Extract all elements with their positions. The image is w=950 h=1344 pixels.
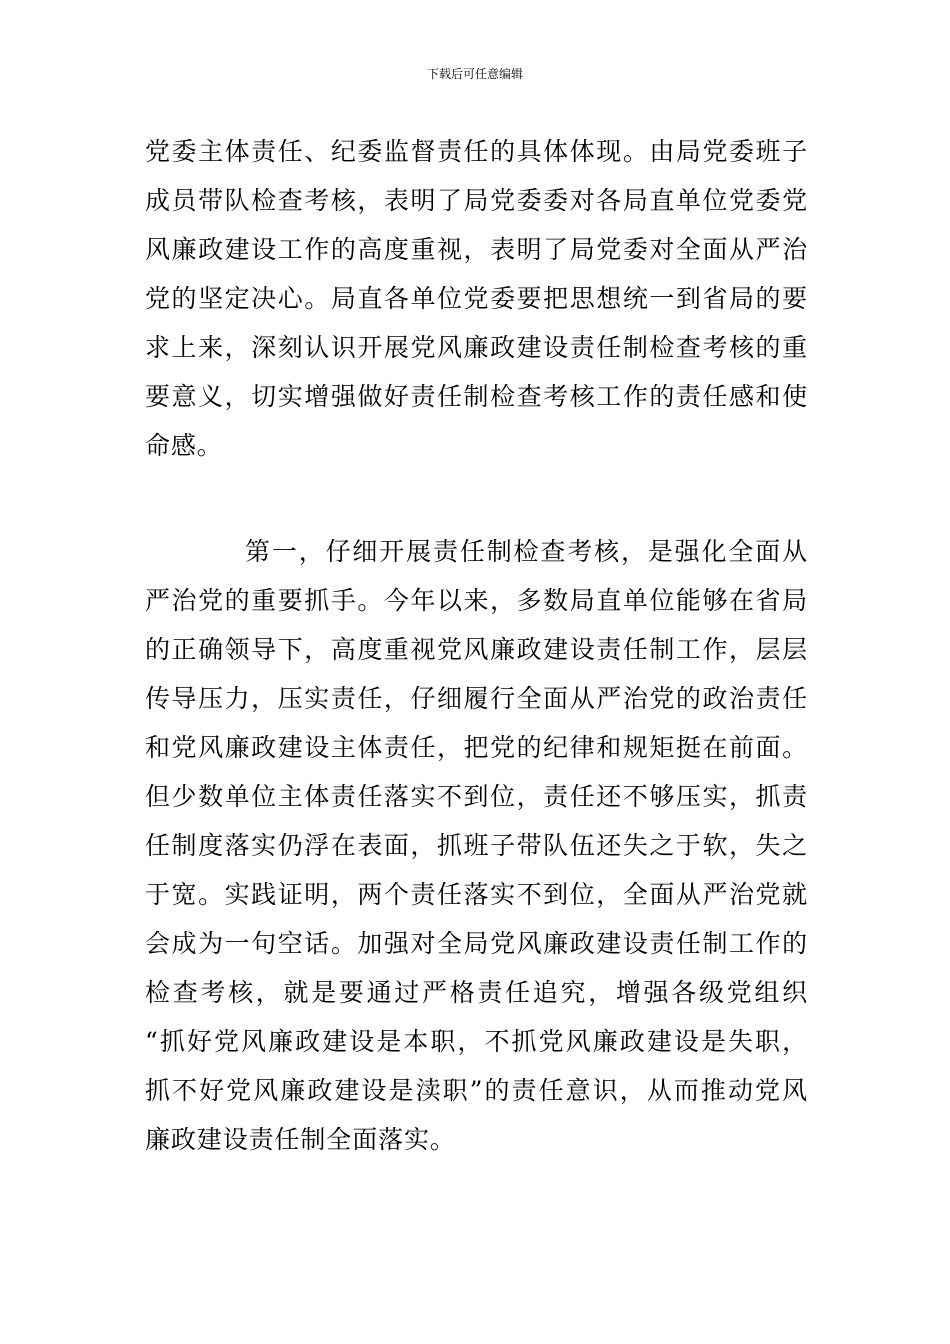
paragraph-line: 党委主体责任、纪委监督责任的具体体现。由局党委班子 [145, 137, 808, 166]
paragraph-line: 廉政建设责任制全面落实。 [145, 1125, 456, 1154]
paragraph-line: 要意义，切实增强做好责任制检查考核工作的责任感和使 [145, 382, 808, 411]
paragraph-line: 成员带队检查考核，表明了局党委委对各局直单位党委党 [145, 186, 808, 215]
paragraph-line: 的正确领导下，高度重视党风廉政建设责任制工作，层层 [145, 635, 808, 664]
paragraph-line: “抓好党风廉政建设是本职，不抓党风廉政建设是失职， [145, 1027, 808, 1056]
paragraph-line: 任制度落实仍浮在表面，抓班子带队伍还失之于软，失之 [145, 831, 808, 860]
paragraph-line: 传导压力，压实责任，仔细履行全面从严治党的政治责任 [145, 684, 808, 713]
paragraph-1 [145, 127, 808, 470]
paragraph-line: 抓不好党风廉政建设是渎职”的责任意识，从而推动党风 [145, 1076, 808, 1105]
paragraph-line: 第一，仔细开展责任制检查考核，是强化全面从 [245, 537, 808, 566]
paragraph-line: 命感。 [145, 431, 223, 460]
paragraph-line: 严治党的重要抓手。今年以来，多数局直单位能够在省局 [145, 586, 808, 615]
paragraph-line: 检查考核，就是要通过严格责任追究，增强各级党组织 [145, 978, 808, 1007]
page-header: 下载后可任意编辑 [426, 67, 523, 81]
paragraph-line: 但少数单位主体责任落实不到位，责任还不够压实，抓责 [145, 782, 808, 811]
paragraph-line: 和党风廉政建设主体责任，把党的纪律和规矩挺在前面。 [145, 733, 808, 762]
paragraph-line: 党的坚定决心。局直各单位党委要把思想统一到省局的要 [145, 284, 808, 313]
paragraph-line: 求上来，深刻认识开展党风廉政建设责任制检查考核的重 [145, 333, 808, 362]
paragraph-line: 于宽。实践证明，两个责任落实不到位，全面从严治党就 [145, 880, 808, 909]
paragraph-line: 会成为一句空话。加强对全局党风廉政建设责任制工作的 [145, 929, 808, 958]
paragraph-2 [145, 527, 808, 1164]
paragraph-line: 风廉政建设工作的高度重视，表明了局党委对全面从严治 [145, 235, 808, 264]
